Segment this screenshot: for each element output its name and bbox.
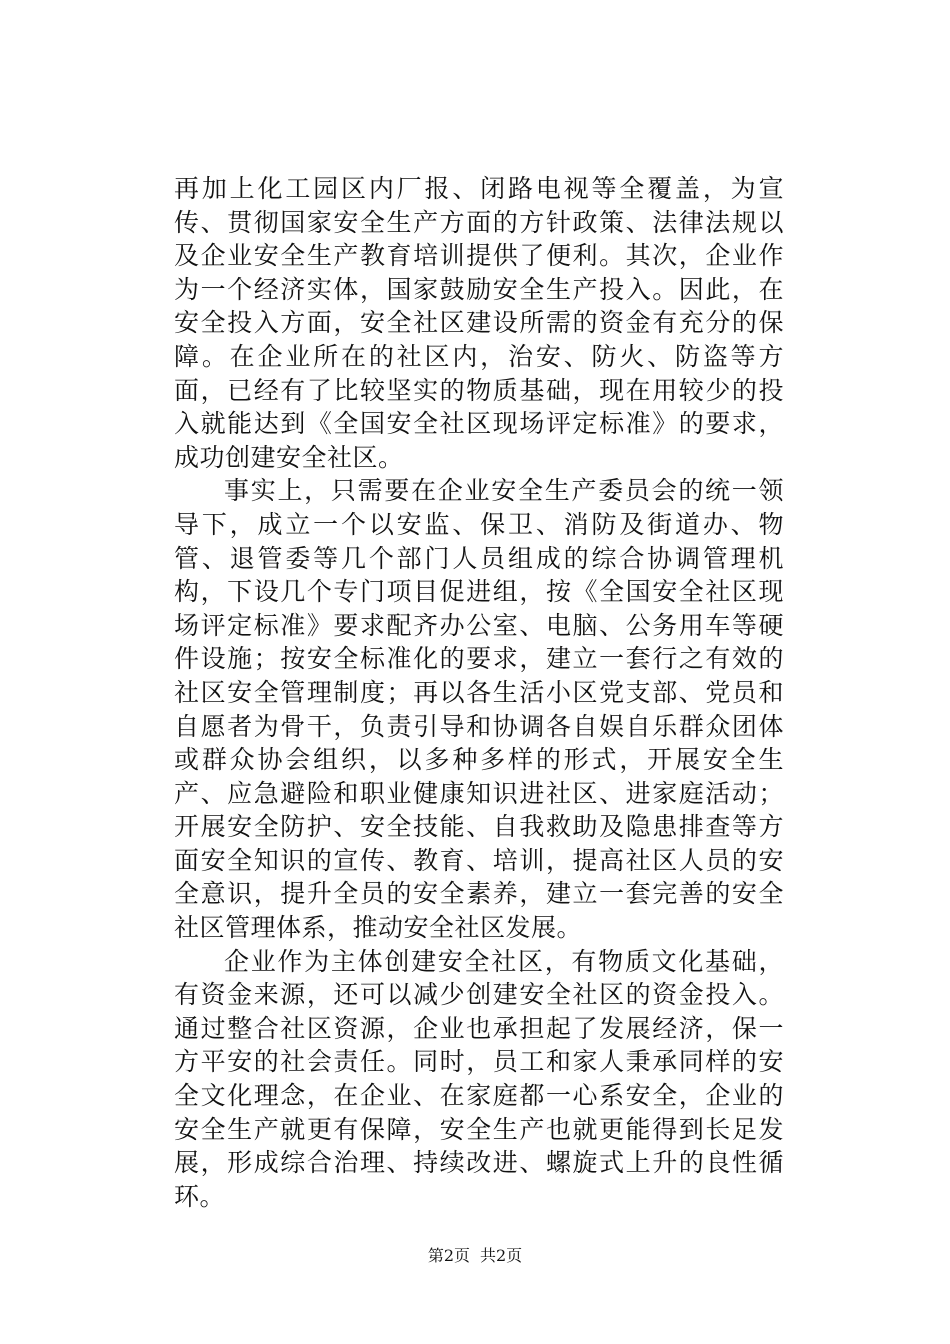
- paragraph-conclusion: 企业作为主体创建安全社区，有物质文化基础，有资金来源，还可以减少创建安全社区的资金投入。通过整合社区资源，企业也承担起了发展经济，保一方平安的社会责任。同时，员工和家人秉承同样的安全文化理念，在企业、在家庭都一心系安全，企业的安全生产就更有保障，安全生产也就更能得到长足发展，形成综合治理、持续改进、螺旋式上升的良性循环。: [174, 946, 784, 1211]
- page-number: 第2页: [427, 1246, 470, 1265]
- document-body: [174, 172, 784, 1213]
- paragraph-organization: 事实上，只需要在企业安全生产委员会的统一领导下，成立一个以安监、保卫、消防及街道办、物管、退管委等几个部门人员组成的综合协调管理机构，下设几个专门项目促进组，按《全国安全社区现场评定标准》要求配齐办公室、电脑、公务用车等硬件设施；按安全标准化的要求，建立一套行之有效的社区安全管理制度；再以各生活小区党支部、党员和自愿者为骨干，负责引导和协调各自娱自乐群众团体或群众协会组织，以多种多样的形式，开展安全生产、应急避险和职业健康知识进社区、进家庭活动；开展安全防护、安全技能、自我救助及隐患排查等方面安全知识的宣传、教育、培训，提高社区人员的安全意识，提升全员的安全素养，建立一套完善的安全社区管理体系，推动安全社区发展。: [174, 476, 784, 943]
- paragraph-continued: 再加上化工园区内厂报、闭路电视等全覆盖，为宣传、贯彻国家安全生产方面的方针政策、法律法规以及企业安全生产教育培训提供了便利。其次，企业作为一个经济实体，国家鼓励安全生产投入。因此，在安全投入方面，安全社区建设所需的资金有充分的保障。在企业所在的社区内，治安、防火、防盗等方面，已经有了比较坚实的物质基础，现在用较少的投入就能达到《全国安全社区现场评定标准》的要求，成功创建安全社区。: [174, 174, 784, 472]
- page-total: 共2页: [480, 1246, 523, 1265]
- page-footer: [0, 1246, 950, 1266]
